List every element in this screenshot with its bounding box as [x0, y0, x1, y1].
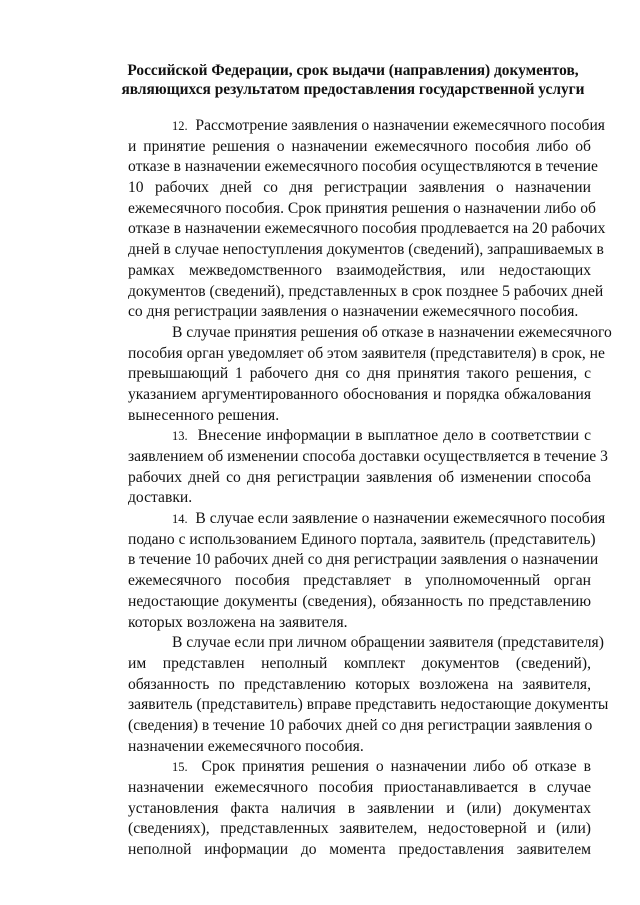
text-line: заявитель (представитель) вправе представить недостающие документы — [128, 696, 609, 714]
text-line: назначении ежемесячного пособия приостанавливается в случае — [128, 779, 591, 796]
text-line: (сведениях), представленных заявителем, недостоверной и (или) — [128, 820, 591, 838]
text-line: В случае принятия решения об отказе в назначении ежемесячного — [172, 323, 612, 341]
text-line: указанием аргументированного обоснования и порядка обжалования — [128, 385, 591, 403]
text-line: доставки. — [128, 489, 193, 507]
text-line: документов (сведений), представленных в срок позднее 5 рабочих дней — [128, 282, 604, 300]
text-line: им представлен неполный комплект документов (сведений), — [128, 654, 591, 672]
text-line: заявлением об изменении способа доставки осуществляется в течение 3 — [128, 448, 608, 465]
paragraph-14 — [128, 509, 606, 633]
text-line: отказе в назначении ежемесячного пособия продлевается на 20 рабочих — [128, 220, 606, 238]
paragraph-13 — [128, 426, 608, 509]
text-line: рамках межведомственного взаимодействия, или недостающих — [128, 261, 591, 279]
text-line: 12. Рассмотрение заявления о назначении ежемесячного пособия — [172, 117, 605, 134]
heading-line: являющихся результатом предоставления государственной услуги — [121, 81, 585, 98]
text-line: со дня регистрации заявления о назначении ежемесячного пособия. — [128, 303, 579, 321]
section-heading — [120, 61, 586, 99]
text-line: которых возложена на заявителя. — [128, 613, 348, 631]
text-line: 14. В случае если заявление о назначении ежемесячного пособия — [172, 510, 606, 528]
clause-number: 12. — [172, 119, 188, 133]
text-line: установления факта наличия в заявлении и (или) документах — [128, 799, 591, 817]
paragraph-refusal-notice — [128, 323, 612, 426]
paragraph-personal-appeal — [128, 633, 609, 757]
text-line: превышающий 1 рабочего дня со дня принятия такого решения, с — [128, 365, 591, 383]
text-line: 13. Внесение информации в выплатное дело в соответствии с — [172, 427, 591, 445]
text-line: обязанность по представлению которых возложена на заявителя, — [128, 675, 591, 693]
text-line: недостающие документы (сведения), обязанность по представлению — [128, 592, 591, 610]
clause-number: 13. — [172, 429, 188, 444]
text-line: назначении ежемесячного пособия. — [128, 737, 364, 755]
paragraph-12 — [128, 116, 606, 323]
text-line: ежемесячного пособия представляет в уполномоченный орган — [128, 572, 591, 590]
text-line: В случае если при личном обращении заявителя (представителя) — [172, 634, 604, 652]
text-line: пособия орган уведомляет об этом заявителя (представителя) в срок, не — [128, 344, 605, 362]
clause-number: 14. — [172, 512, 188, 527]
text-line: рабочих дней со дня регистрации заявления об изменении способа — [128, 468, 591, 486]
text-line: в течение 10 рабочих дней со дня регистрации заявления о назначении — [128, 551, 599, 569]
text-line: дней в случае непоступления документов (сведений), запрашиваемых в — [128, 241, 604, 259]
heading-line: Российской Федерации, срок выдачи (направления) документов, — [127, 62, 579, 79]
text-line: и принятие решения о назначении ежемесячного пособия либо об — [128, 137, 591, 155]
document-body — [128, 116, 612, 861]
text-line: вынесенного решения. — [128, 406, 280, 424]
text-line: подано с использованием Единого портала, заявитель (представитель) — [128, 530, 596, 548]
text-line: ежемесячного пособия. Срок принятия решения о назначении либо об — [128, 199, 596, 217]
text-line: 15. Срок принятия решения о назначении либо об отказе в — [172, 758, 592, 776]
clause-number: 15. — [172, 760, 188, 775]
text-line: неполной информации до момента предоставления заявителем — [128, 841, 591, 859]
text-line: 10 рабочих дней со дня регистрации заявления о назначении — [128, 179, 591, 197]
text-line: отказе в назначении ежемесячного пособия осуществляются в течение — [128, 158, 598, 176]
text-line: (сведения) в течение 10 рабочих дней со дня регистрации заявления о — [128, 716, 593, 734]
paragraph-15 — [128, 757, 591, 860]
